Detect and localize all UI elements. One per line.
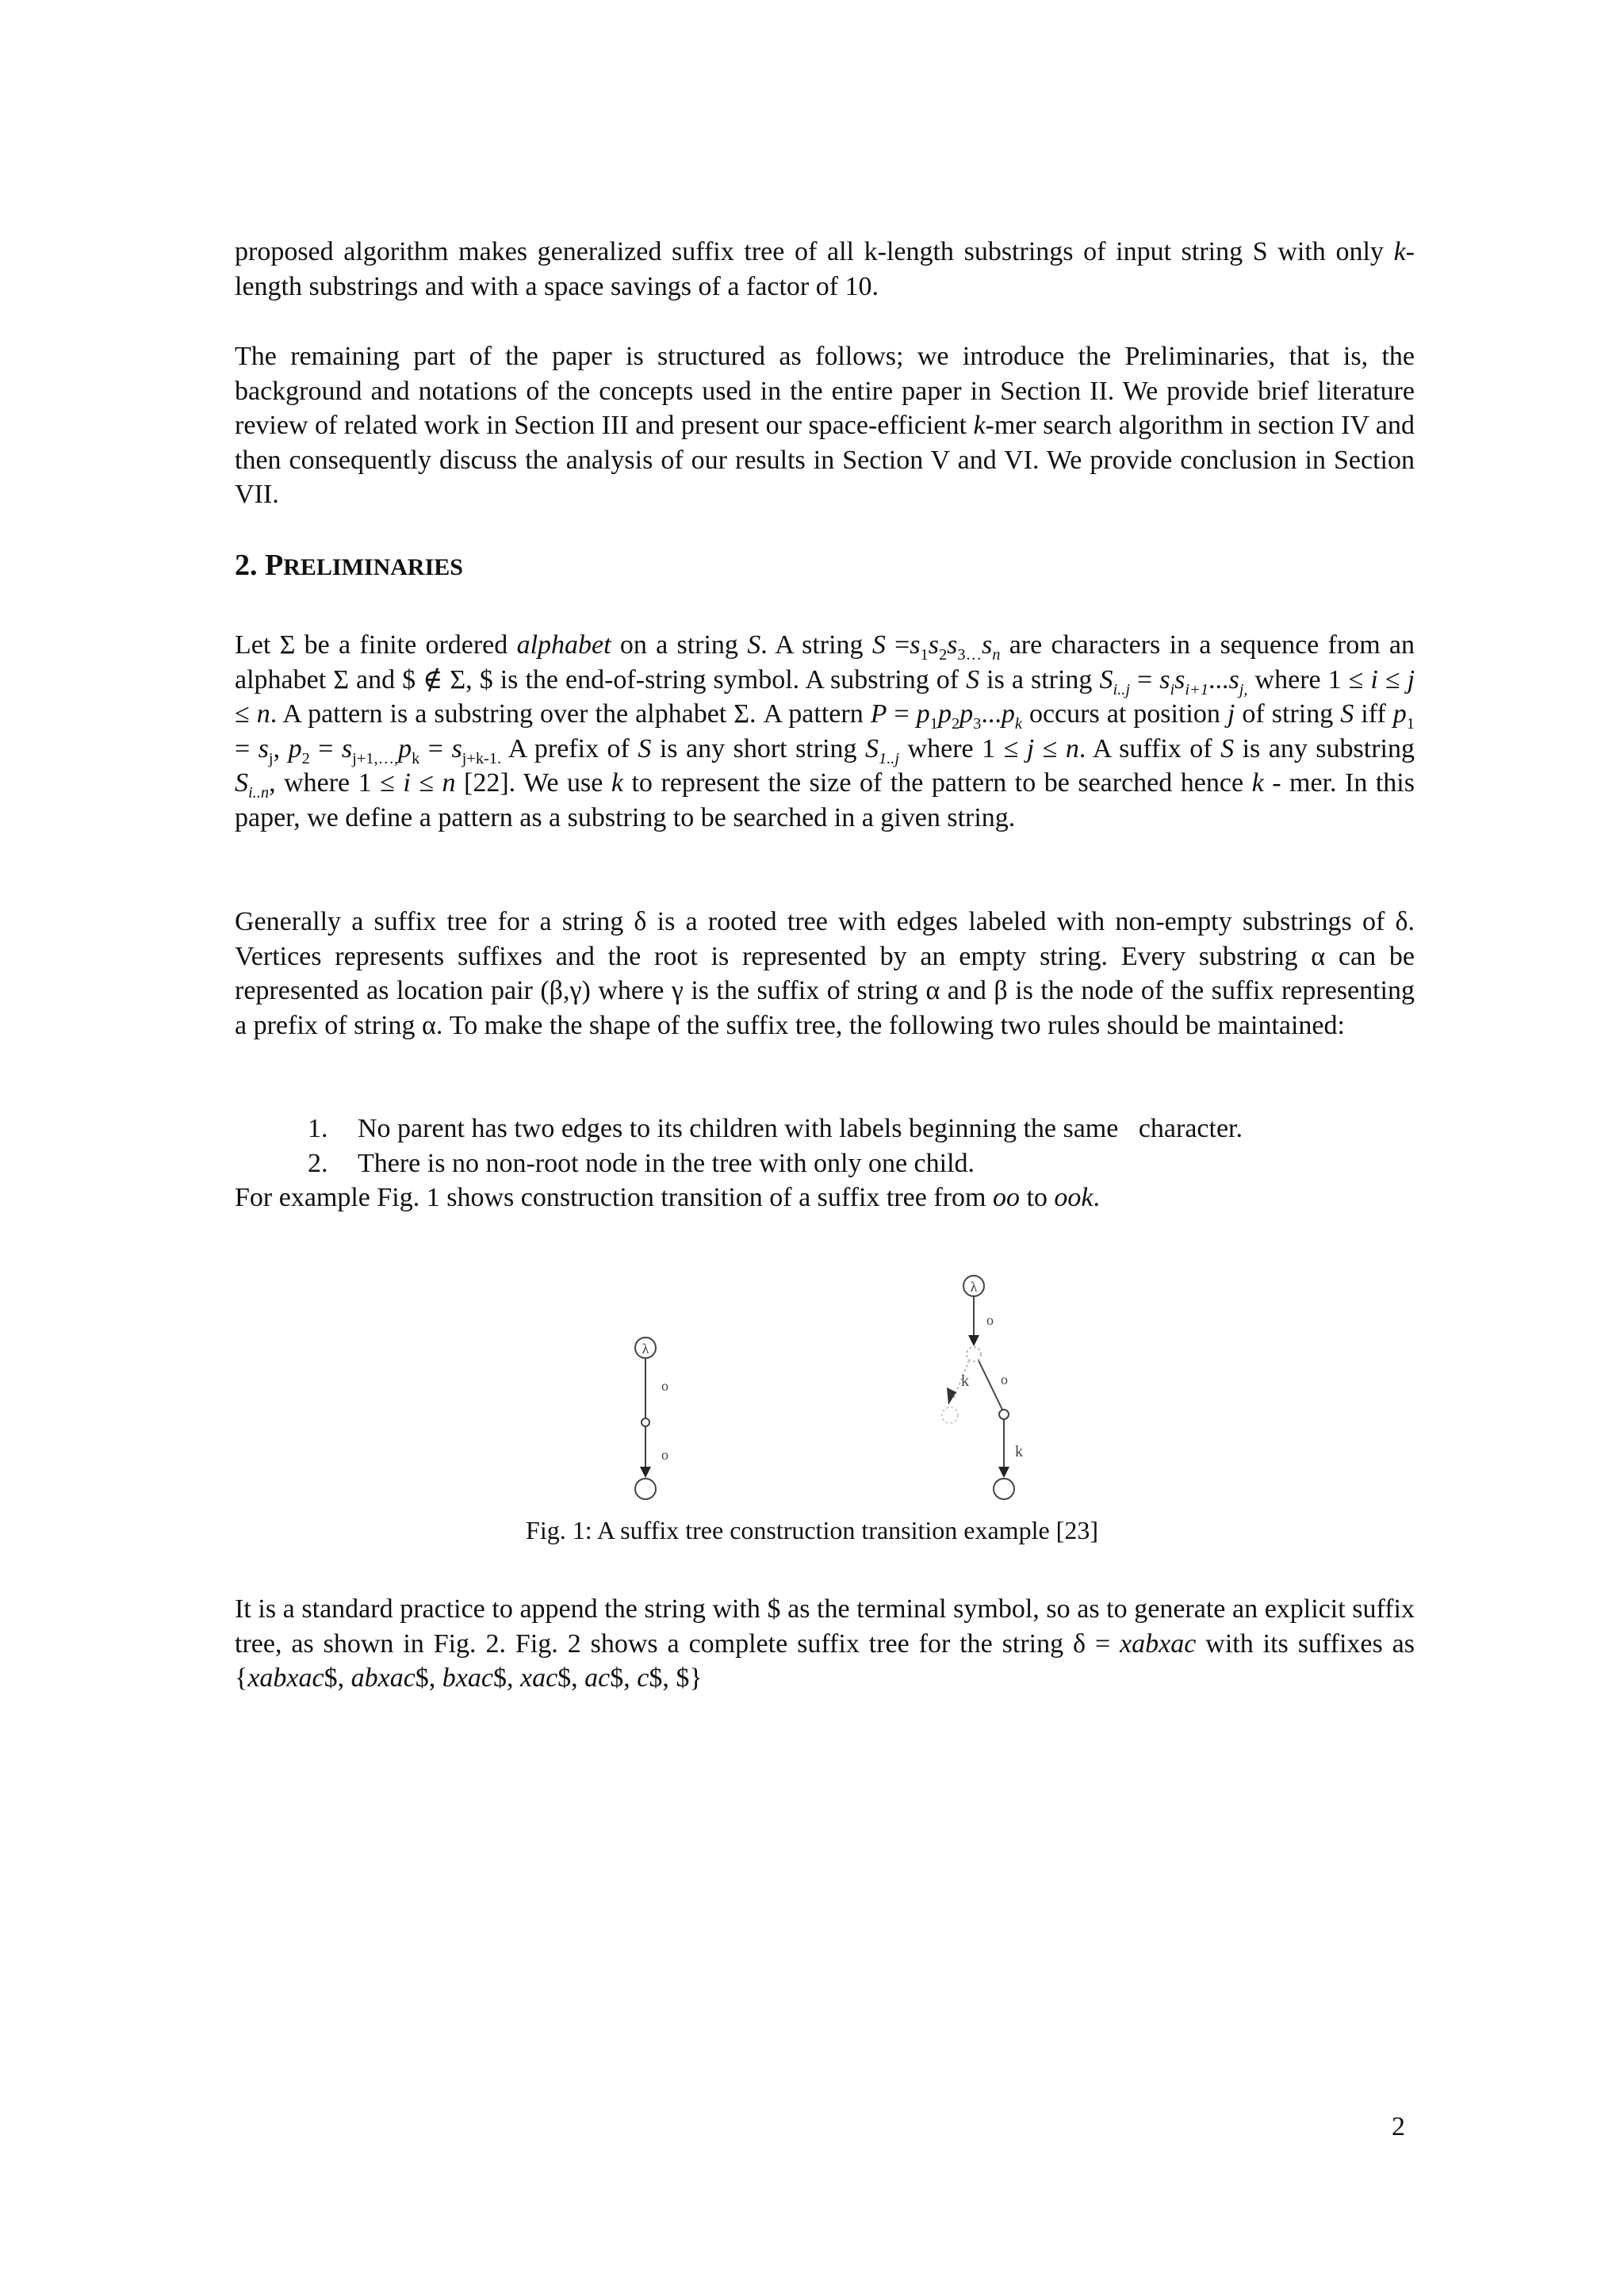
figure-1-right-tree — [904, 1269, 1063, 1506]
figure-1-left-tree — [611, 1332, 706, 1506]
arrowhead-lower — [640, 1467, 651, 1478]
internal-node — [642, 1418, 649, 1426]
leaf-node — [635, 1479, 656, 1499]
page-number: 2 — [1392, 2112, 1405, 2141]
edge-o-diagonal — [979, 1360, 1002, 1410]
paragraph-explicit-suffix-tree: It is a standard practice to append the string with $ as the terminal symbol, so as to generate an explicit suffix tree, as shown in Fig. 2. Fig. 2 shows a complete suffix tree for the string δ = xabxac with its suffixes as {xabxac$, abxac$, bxac$, xac$, ac$, c$, $} — [235, 1594, 1415, 1693]
edge-o-diagonal-label: o — [1001, 1372, 1008, 1387]
paragraph-figure-reference: For example Fig. 1 shows construction transition of a suffix tree from oo to ook. — [235, 1183, 1100, 1212]
edge-o-lower-label: o — [661, 1447, 668, 1463]
edge-k-label: k — [961, 1372, 969, 1390]
edge-k-lower-label: k — [1015, 1443, 1023, 1460]
leaf-node — [994, 1479, 1014, 1499]
list-item: 2. There is no non-root node in the tree with only one child. — [308, 1148, 975, 1178]
edge-o-upper-label: o — [661, 1378, 668, 1394]
figure-1-caption: Fig. 1: A suffix tree construction transition example [23] — [526, 1516, 1098, 1544]
arrowhead-lower — [998, 1467, 1009, 1478]
internal-node — [999, 1410, 1009, 1419]
paragraph-intro-continued: proposed algorithm makes generalized suffix tree of all k-length substrings of input string S with only k-length substrings and with a space savings of a factor of 10. — [235, 237, 1415, 301]
section-heading-preliminaries: 2. PRELIMINARIES — [235, 549, 463, 582]
root-symbol-label: λ — [642, 1341, 649, 1357]
paragraph-paper-structure: The remaining part of the paper is structured as follows; we introduce the Preliminaries, that is, the background and notations of the concepts used in the entire paper in Section II. We provide brief literature review of related work in Section III and present our space-efficient k-mer search algorithm in section IV and then consequently discuss the analysis of our results in Section V and VI. We provide conclusion in Section VII. — [235, 342, 1415, 509]
faded-node — [967, 1347, 981, 1361]
paragraph-suffix-tree-definition: Generally a suffix tree for a string δ is a rooted tree with edges labeled with non-empty substrings of δ. Vertices represents suffixes and the root is represented by an empty string. Every substring α can be represented as location pair (β,γ) where γ is the suffix of string α and β is the node of the suffix representing a prefix of string α. To make the shape of the suffix tree, the following two rules should be maintained: — [235, 907, 1415, 1040]
arrowhead-upper — [968, 1335, 979, 1346]
faded-leaf-node — [942, 1407, 958, 1423]
root-symbol-label: λ — [970, 1279, 978, 1295]
list-item: 1. No parent has two edges to its children with labels beginning the same character. — [308, 1114, 1243, 1143]
edge-o-upper-label: o — [986, 1312, 994, 1328]
rules-list — [308, 1112, 1418, 1181]
paragraph-definitions: Let Σ be a finite ordered alphabet on a string S. A string $S =s_1s_2s_{3\dots}s_n$ are characters in a sequence from an alphabet Σ and $ ∉ Σ, $ is the end-of-string symbol. A substring of S is a string $S_{i..j} = s_is_{i+1}...s_{j,}$ where 1 ≤ i ≤ j ≤ n. A pattern is a substring over the alphabet Σ. A pattern $P = p_1p_2p_3...p_k$ occurs at position j of string S iff $p_1 = s_j$, $p_2 = s_{j+1,\dots,}p_k = s_{j+k-1.}$ A prefix of S is any short string $S_{1..j}$ where 1 ≤ j ≤ n. A suffix of S is any substring $S_{i..n}$, where 1 ≤ i ≤ n [22]. We use k to represent the size of the pattern to be searched hence k - mer. In this paper, we define a pattern as a substring to be searched in a given string. — [235, 630, 1415, 832]
